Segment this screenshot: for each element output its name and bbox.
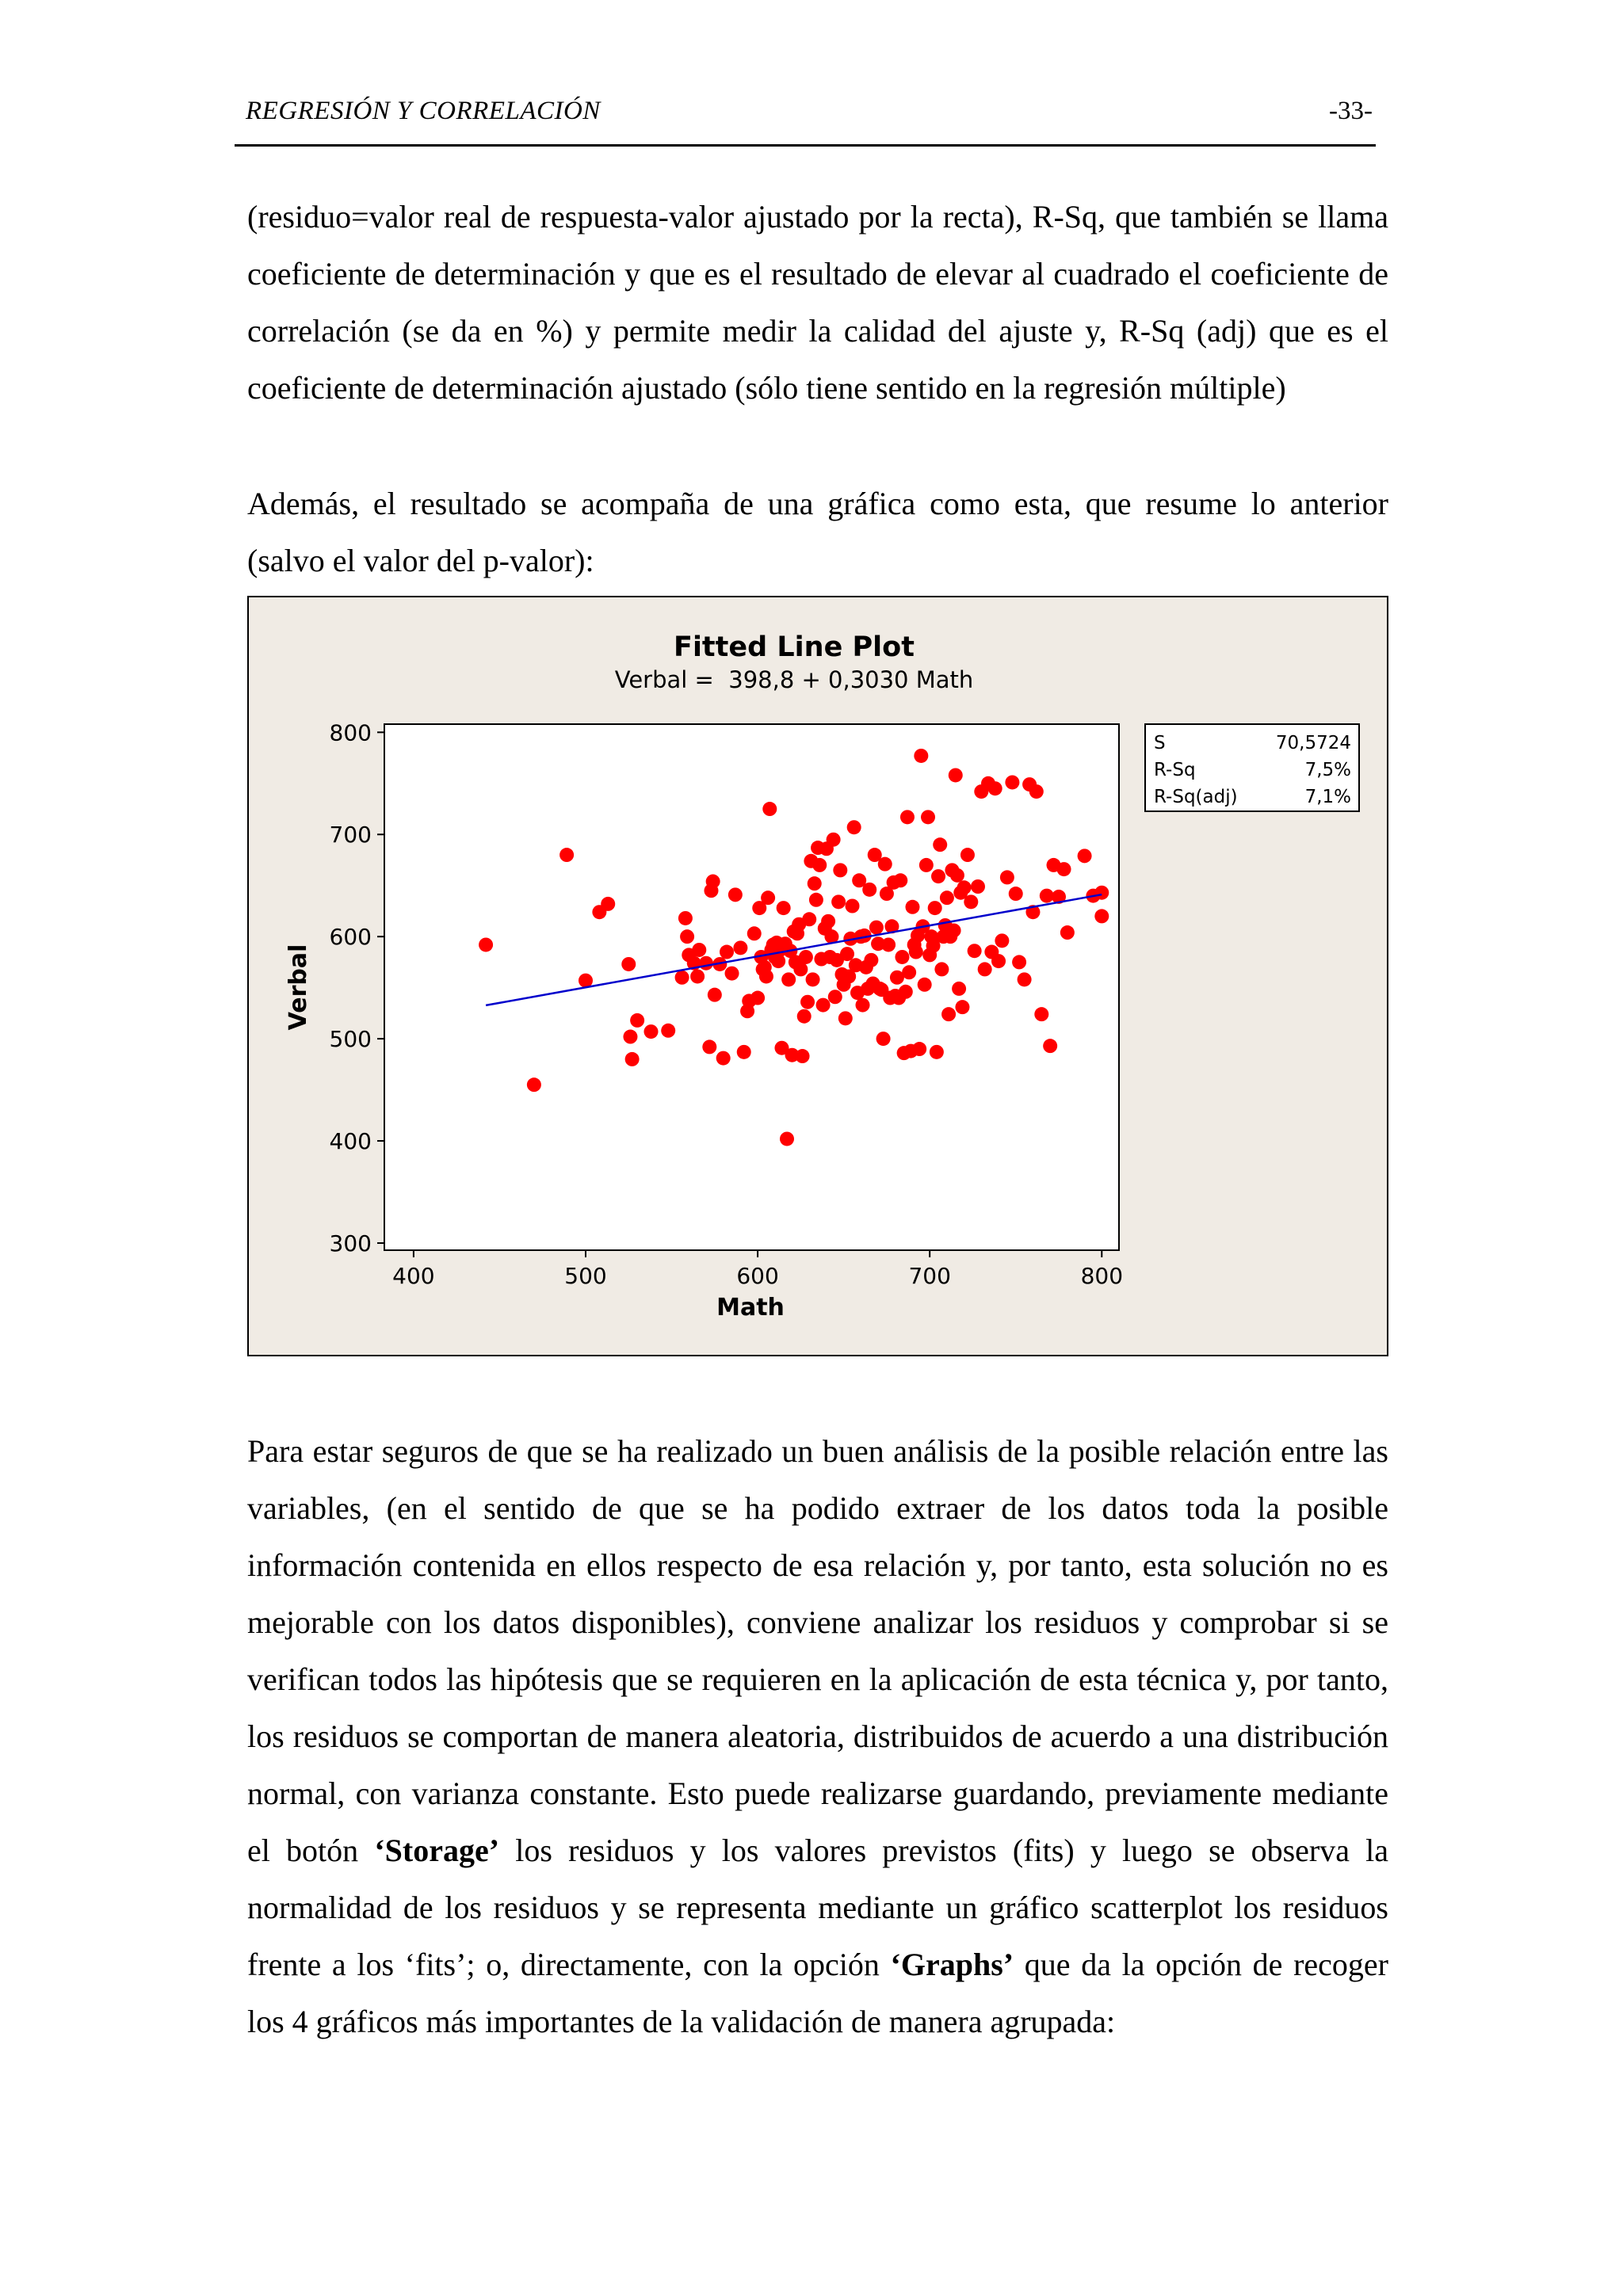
data-point xyxy=(1034,1007,1048,1021)
data-point xyxy=(941,1007,956,1021)
data-point xyxy=(1078,849,1092,863)
data-point xyxy=(733,940,747,955)
data-point xyxy=(1094,909,1109,923)
fitted-line-plot-svg xyxy=(249,597,1387,1355)
data-point xyxy=(1029,784,1044,799)
data-point xyxy=(847,820,861,834)
y-tick-label: 500 xyxy=(329,1026,372,1053)
y-tick-label: 800 xyxy=(329,719,372,746)
y-axis-label: Verbal xyxy=(285,944,312,1031)
data-point xyxy=(1057,862,1071,876)
page-number: -33- xyxy=(1329,97,1373,125)
running-title: REGRESIÓN Y CORRELACIÓN xyxy=(246,97,601,125)
x-axis-label: Math xyxy=(716,1294,785,1322)
data-point xyxy=(900,810,915,824)
data-point xyxy=(978,962,992,976)
data-point xyxy=(1000,870,1014,884)
data-point xyxy=(899,985,913,999)
y-tick-label: 600 xyxy=(329,924,372,951)
data-point xyxy=(918,978,932,992)
data-point xyxy=(838,1011,853,1025)
data-point xyxy=(914,749,928,763)
data-point xyxy=(947,923,961,937)
data-point xyxy=(950,868,964,883)
data-point xyxy=(725,967,739,981)
data-point xyxy=(800,995,815,1009)
x-tick-label: 400 xyxy=(392,1263,435,1289)
data-point xyxy=(1043,1039,1057,1053)
data-point xyxy=(737,1045,751,1059)
paragraph-grafica-intro xyxy=(247,475,1388,589)
data-point xyxy=(809,893,823,907)
data-point xyxy=(960,848,975,862)
x-tick-label: 800 xyxy=(1080,1263,1124,1289)
data-point xyxy=(706,875,720,889)
data-point xyxy=(720,945,734,959)
data-point xyxy=(747,926,762,940)
x-tick-label: 500 xyxy=(564,1263,607,1289)
data-point xyxy=(955,1000,969,1014)
data-point xyxy=(690,969,705,983)
data-point xyxy=(797,1009,812,1024)
data-point xyxy=(1060,925,1075,940)
data-point xyxy=(680,929,694,944)
data-point xyxy=(949,768,963,782)
graphs-term: ‘Graphs’ xyxy=(890,1947,1014,1982)
data-point xyxy=(971,879,985,894)
data-point xyxy=(623,1030,637,1044)
data-point xyxy=(601,897,615,911)
paragraph-text: Además, el resultado se acompaña de una gráfica como esta, que resume lo anterior (salvo el valor del p-valor): xyxy=(247,486,1388,578)
data-point xyxy=(893,873,907,887)
stat-label: S xyxy=(1154,733,1166,753)
data-point xyxy=(699,956,713,971)
data-point xyxy=(708,988,722,1002)
data-point xyxy=(675,971,689,985)
data-point xyxy=(479,937,493,952)
data-point xyxy=(964,894,978,909)
data-point xyxy=(952,982,966,996)
data-point xyxy=(995,933,1009,948)
data-point xyxy=(957,880,972,894)
y-tick-label: 300 xyxy=(329,1230,372,1257)
data-point xyxy=(862,883,876,897)
data-point xyxy=(777,901,791,915)
data-point xyxy=(931,869,945,883)
data-point xyxy=(988,781,1002,795)
data-point xyxy=(934,962,949,976)
data-point xyxy=(781,972,796,986)
fitted-line-plot-figure xyxy=(247,596,1388,1356)
data-point xyxy=(895,950,909,964)
chart-title: Fitted Line Plot xyxy=(674,631,915,663)
data-point xyxy=(940,891,954,905)
stat-value: 7,5% xyxy=(1304,760,1351,780)
running-header xyxy=(235,97,1376,147)
stat-label: R-Sq xyxy=(1154,760,1196,780)
data-point xyxy=(780,1131,794,1146)
paragraph-text-part: Para estar seguros de que se ha realizado un buen análisis de la posible relación entre las variables, (en el sentido de que se ha podido extraer de los datos toda la posible información contenida en ellos respecto de esa relación y, por tanto, esta solución no es mejorable con los datos disponibles), conviene analizar los residuos y comprobar si se verifican todos las hipótesis que se requieren en la aplicación de esta técnica y, por tanto, los residuos se comportan de manera aleatoria, distribuidos de acuerdo a una distribución normal, con varianza constante. Esto puede realizarse guardando, previamente mediante el botón xyxy=(247,1433,1388,1868)
data-point xyxy=(930,1045,944,1059)
data-point xyxy=(559,848,574,862)
data-point xyxy=(968,944,982,958)
data-point xyxy=(762,802,777,816)
x-axis xyxy=(392,1250,1123,1289)
data-point xyxy=(878,857,892,871)
data-point xyxy=(1018,972,1032,986)
data-point xyxy=(909,945,923,959)
data-point xyxy=(621,957,636,971)
paragraph-text-part: los residuos y los valores previstos (fits) y luego se observa la normalidad de los residuos y se representa mediante un gráfico scatterplot los residuos frente a los ‘fits’; o, directamente, con la opción xyxy=(247,1833,1389,1982)
data-point xyxy=(864,953,878,967)
y-tick-label: 700 xyxy=(329,822,372,849)
plot-area xyxy=(384,724,1119,1250)
data-point xyxy=(933,837,947,852)
data-point xyxy=(808,876,822,891)
data-point xyxy=(1005,775,1019,789)
data-point xyxy=(806,972,820,986)
data-point xyxy=(833,863,847,877)
data-point xyxy=(702,1039,716,1054)
data-point xyxy=(828,990,842,1004)
stat-value: 7,1% xyxy=(1304,787,1351,807)
data-point xyxy=(1009,887,1023,901)
data-point xyxy=(793,962,808,976)
x-tick-label: 700 xyxy=(908,1263,951,1289)
data-point xyxy=(846,898,860,913)
data-point xyxy=(821,914,835,929)
data-point xyxy=(716,1051,731,1066)
data-point xyxy=(761,891,775,905)
data-point xyxy=(902,965,916,979)
data-point xyxy=(728,887,743,902)
data-point xyxy=(856,998,870,1013)
data-point xyxy=(796,1049,810,1063)
data-point xyxy=(912,1042,926,1056)
data-point xyxy=(905,900,919,914)
storage-term: ‘Storage’ xyxy=(374,1833,500,1868)
data-point xyxy=(991,954,1006,968)
stat-value: 70,5724 xyxy=(1275,733,1351,753)
data-point xyxy=(831,894,846,909)
data-point xyxy=(921,810,935,824)
data-point xyxy=(919,858,934,872)
data-point xyxy=(816,998,831,1013)
data-point xyxy=(812,858,827,872)
data-point xyxy=(869,921,884,935)
paragraph-text: (residuo=valor real de respuesta-valor ajustado por la recta), R-Sq, que también se llama coeficiente de determinación y que es el resultado de elevar al cuadrado el coeficiente de correlación (se da en %) y permite medir la calidad del ajuste y, R-Sq (adj) que es el coeficiente de determinación ajustado (sólo tiene sentido en la regresión múltiple) xyxy=(247,199,1388,406)
data-point xyxy=(661,1024,675,1038)
data-point xyxy=(759,969,773,983)
x-tick-label: 600 xyxy=(736,1263,779,1289)
data-point xyxy=(643,1024,658,1039)
data-point xyxy=(750,991,765,1005)
data-point xyxy=(799,950,813,964)
data-point xyxy=(630,1013,644,1028)
data-point xyxy=(527,1077,541,1092)
data-point xyxy=(881,937,896,952)
data-point xyxy=(827,833,841,847)
paragraph-residuos-analisis xyxy=(247,1423,1388,2050)
data-point xyxy=(1012,955,1026,969)
data-point xyxy=(802,912,816,926)
paragraph-text xyxy=(247,1423,1388,2050)
data-point xyxy=(692,943,706,957)
data-point xyxy=(1094,886,1109,900)
data-point xyxy=(876,1032,891,1046)
y-axis xyxy=(330,719,384,1257)
data-point xyxy=(678,911,693,925)
data-point xyxy=(840,947,854,961)
stat-label: R-Sq(adj) xyxy=(1154,787,1238,807)
paragraph-text-part: que da la opción de recoger los 4 gráficos más importantes de la validación de manera agrupada: xyxy=(247,1947,1388,2039)
data-point xyxy=(625,1052,640,1066)
data-point xyxy=(928,901,942,915)
chart-subtitle: Verbal = 398,8 + 0,3030 Math xyxy=(614,666,974,693)
y-tick-label: 400 xyxy=(329,1128,372,1155)
paragraph-residuo xyxy=(247,189,1388,417)
